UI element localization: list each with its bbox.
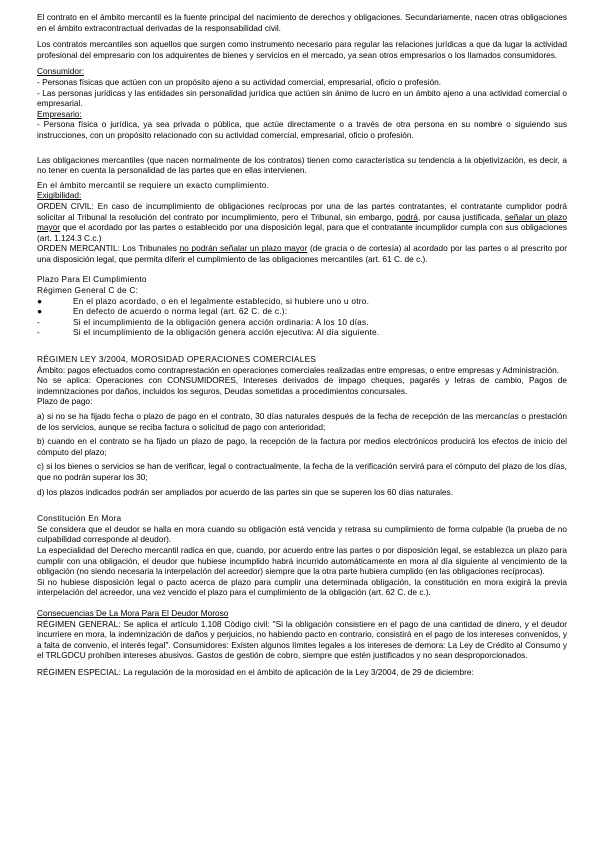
orden-civil-underlined-plazo: señalar un plazo mayor [37, 211, 567, 233]
document-page [37, 12, 567, 677]
empresario-item-1: - Persona física o jurídica, ya sea privada o pública, que actúe directamente o a través de otra persona en su nombre o siguiendo sus instrucciones, con un propósito relacionado con su actividad comercial, empresarial, oficio o profesión. [37, 119, 567, 140]
consecuencias-heading: Consecuencias De La Mora Para El Deudor Moroso [37, 607, 229, 618]
orden-civil-text-a: ORDEN CIVIL: En caso de incumplimiento de obligaciones recíprocas por una de las partes contratantes, el contratante cumplidor podrá solicitar al Tribunal la resolución del contrato por incumplimiento, pero el Tribunal, sin embargo, [37, 200, 567, 222]
consumidor-item-1: - Personas físicas que actúen con un propósito ajeno a su actividad comercial, empresarial, oficio o profesión. [37, 76, 441, 87]
consumidor-item-2: - Las personas jurídicas y las entidades sin personalidad jurídica que actúen sin ánimo de lucro en un ámbito ajeno a una actividad comercial o empresarial. [37, 87, 567, 109]
mora-paragraph-1: Se considera que el deudor se halla en mora cuando su obligación está vencida y retrasa su cumplimiento de forma culpable (la prueba de no culpabilidad corresponde al deudor). [37, 523, 567, 545]
ley-item-c: c) si los bienes o servicios se han de verificar, legal o contractualmente, la fecha de la verificación servirá para el cómputo del plazo de los días, que no podrán superar los 30; [37, 461, 567, 482]
plazo-list-item [37, 317, 567, 328]
list-item-text: En el plazo acordado, o en el legalmente establecido, si hubiere uno u otro. [73, 295, 370, 306]
list-bullet: ● [37, 295, 43, 306]
orden-mercantil-text-a: ORDEN MERCANTIL: Los Tribunales [37, 243, 180, 254]
intro-paragraph-1: El contrato en el ámbito mercantil es la fuente principal del nacimiento de derechos y obligaciones. Secundariamente, nacen otras obligaciones en el ámbito extracontractual derivadas de la responsabilidad civil. [37, 12, 567, 33]
obligaciones-paragraph-2: En el ámbito mercantil se requiere un exacto cumplimiento. [37, 179, 270, 190]
list-dash: - [37, 316, 40, 327]
regimen-general-paragraph: RÉGIMEN GENERAL: Se aplica el artículo 1.108 Código civil: "Si la obligación consistiere en el pago de una cantidad de dinero, y el deudor incurriere en mora, la indemnización de daños y perjuicios, no habiendo pacto en contrario, consistirá en el pago de los intereses convenidos, y a falta de convenio, el interés legal". Consumidores: Existen algunos límites legales a los intereses de demora: La Ley de Crédito al Consumo y el TRLGDCU prohíben intereses abusivos. Gastos de gestión de cobro, siempre que estén justificados y no sean desproporcionados. [37, 618, 567, 661]
plazo-heading: Plazo Para El Cumplimiento [37, 274, 147, 285]
plazo-list [37, 296, 567, 338]
obligaciones-paragraph-1: Las obligaciones mercantiles (que nacen normalmente de los contratos) tienen como característica su tendencia a la objetivización, es decir, a no tener en cuenta la personalidad de las partes que en ellas intervienen. [37, 154, 567, 176]
ley-plazo-pago: Plazo de pago: [37, 396, 93, 407]
ley-ambito: Ámbito: pagos efectuados como contraprestación en operaciones comerciales realizadas entre empresas, o entre empresas y Administración. [37, 364, 560, 375]
mora-heading: Constitución En Mora [37, 513, 122, 524]
mora-paragraph-3: Si no hubiese disposición legal o pacto acerca de plazo para cumplir una determinada obligación, la constitución en mora exigirá la previa interpelación del acreedor, una vez vencido el plazo para el cumplimiento de la obligación (art. 62 C. de c.). [37, 576, 567, 598]
intro-paragraph-2: Los contratos mercantiles son aquellos que surgen como instrumento necesario para regular las relaciones jurídicas a que da lugar la actividad profesional del empresario con los adquirentes de bienes y servicios en el mercado, ya sean otros empresarios o los llamados consumidores. [37, 39, 567, 60]
ley-item-d: d) los plazos indicados podrán ser ampliados por acuerdo de las partes sin que se superen los 60 días naturales. [37, 486, 454, 497]
consumidor-heading: Consumidor: [37, 66, 85, 77]
regimen-especial-paragraph: RÉGIMEN ESPECIAL: La regulación de la morosidad en el ámbito de aplicación de la Ley 3/2004, de 29 de diciembre: [37, 666, 474, 677]
orden-civil-underlined-podra: podrá [396, 211, 418, 222]
orden-civil-paragraph [37, 201, 567, 243]
orden-mercantil-text-b: (de gracia o de cortesía) al acordado por las partes o al prescrito por una disposición legal, que permita diferir el cumplimiento de las obligaciones mercantiles (art. 61 C. de c.). [37, 243, 567, 264]
empresario-heading: Empresario: [37, 108, 82, 119]
ley-item-a: a) si no se ha fijado fecha o plazo de pago en el contrato, 30 días naturales después de la fecha de recepción de las mercancías o prestación de los servicios, aunque se reciba factura o solicitud de pago con anterioridad; [37, 411, 567, 432]
list-item-text: Si el incumplimiento de la obligación genera acción ordinaria: A los 10 días. [73, 316, 369, 327]
ley-item-b: b) cuando en el contrato se ha fijado un plazo de pago, la recepción de la factura por medios electrónicos producirá los efectos de inicio del cómputo del plazo; [37, 436, 567, 457]
plazo-list-item [37, 327, 567, 338]
plazo-regimen: Régimen General C de C: [37, 285, 139, 296]
list-bullet: ● [37, 306, 43, 317]
orden-civil-text-c: que el acordado por las partes o establecido por una disposición legal, para que el contratante incumplidor cumpla con sus obligaciones (art. 1.124.3 C.c.) [37, 222, 567, 243]
orden-mercantil-underlined: no podrán señalar un plazo mayor [179, 243, 308, 254]
plazo-list-item [37, 296, 567, 307]
ley-no-aplica: No se aplica: Operaciones con CONSUMIDORES, Intereses derivados de impago cheques, pagarés y letras de cambio, Pagos de indemnizaciones por daños, incluidos los seguros, Deudas sometidas a procedimientos concursales. [37, 375, 567, 396]
plazo-list-item [37, 306, 567, 317]
orden-mercantil-paragraph [37, 243, 567, 264]
list-item-text: Si el incumplimiento de la obligación genera acción ejecutiva: Al día siguiente. [73, 327, 380, 338]
ley-heading: RÉGIMEN LEY 3/2004, MOROSIDAD OPERACIONES COMERCIALES [37, 354, 317, 365]
mora-paragraph-2: La especialidad del Derecho mercantil radica en que, cuando, por acuerdo entre las partes o por disposición legal, se establezca un plazo para cumplir con una obligación, el deudor que hubiese incumplido habrá incurrido automáticamente en mora al día siguiente al vencimiento de la obligación (no siendo necesaria la interpelación del acreedor) siempre que la otra parte hubiera cumplido (en las obligaciones recíprocas). [37, 544, 567, 577]
exigibilidad-heading: Exigibilidad: [37, 190, 82, 201]
orden-civil-text-b: , por causa justificada, [417, 211, 505, 222]
list-item-text: En defecto de acuerdo o norma legal (art. 62 C. de c.): [73, 306, 288, 317]
list-dash: - [37, 327, 40, 338]
